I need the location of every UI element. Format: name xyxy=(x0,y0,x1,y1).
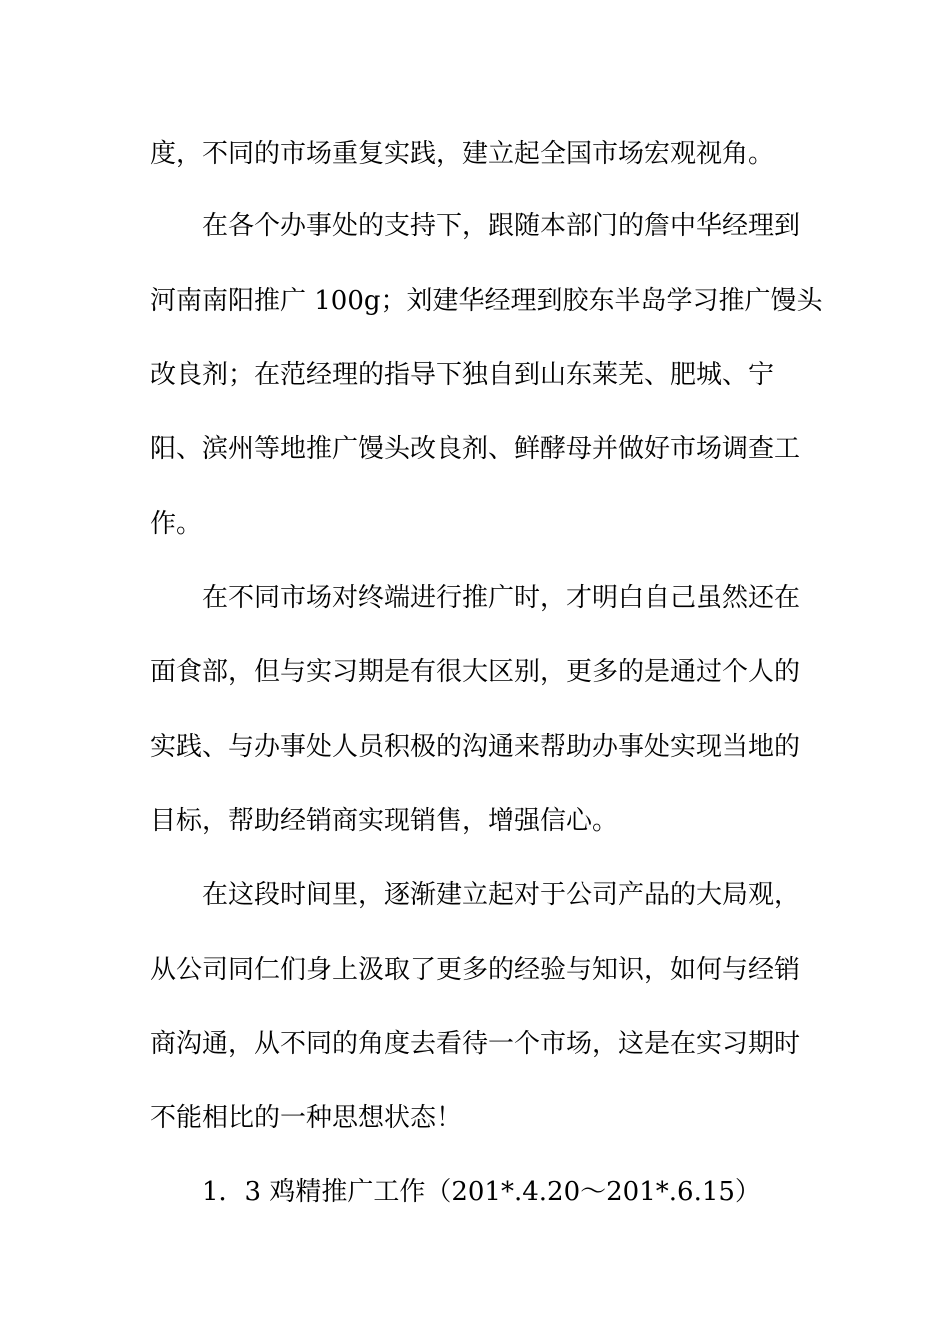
text-line: 河南南阳推广 100g；刘建华经理到胶东半岛学习推广馒头 xyxy=(150,286,823,316)
text-line: 商沟通，从不同的角度去看待一个市场，这是在实习期时 xyxy=(150,1029,801,1059)
text-line: 面食部，但与实习期是有很大区别，更多的是通过个人的 xyxy=(150,657,801,687)
paragraph-first-line: 在各个办事处的支持下，跟随本部门的詹中华经理到 xyxy=(202,211,801,241)
text-line: 阳、滨州等地推广馒头改良剂、鲜酵母并做好市场调查工 xyxy=(150,434,801,464)
text-line: 不能相比的一种思想状态！ xyxy=(150,1103,463,1133)
text-line: 度，不同的市场重复实践，建立起全国市场宏观视角。 xyxy=(150,139,775,169)
text-line: 实践、与办事处人员积极的沟通来帮助办事处实现当地的 xyxy=(150,732,801,762)
text-line: 目标，帮助经销商实现销售，增强信心。 xyxy=(150,806,619,836)
section-heading: 1．3 鸡精推广工作（201*.4.20～201*.6.15） xyxy=(202,1177,761,1207)
paragraph-first-line: 在这段时间里，逐渐建立起对于公司产品的大局观， xyxy=(202,880,801,910)
text-line: 改良剂；在范经理的指导下独自到山东莱芜、肥城、宁 xyxy=(150,360,775,390)
paragraph-first-line: 在不同市场对终端进行推广时，才明白自己虽然还在 xyxy=(202,583,801,613)
text-line: 作。 xyxy=(150,509,203,539)
text-line: 从公司同仁们身上汲取了更多的经验与知识，如何与经销 xyxy=(150,955,801,985)
